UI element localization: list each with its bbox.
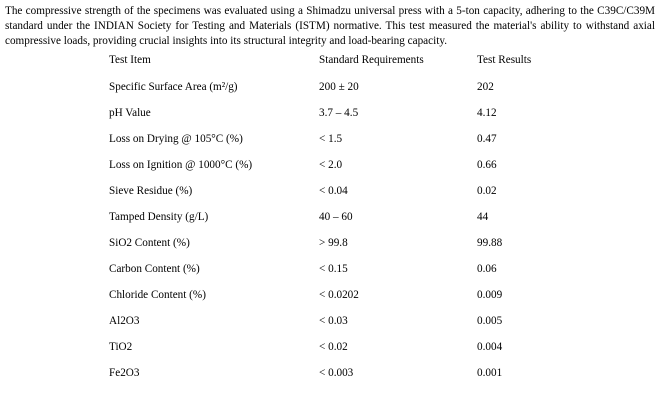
cell-standard: < 1.5 bbox=[319, 133, 343, 145]
cell-test-item: pH Value bbox=[109, 107, 151, 119]
cell-test-item: Loss on Drying @ 105°C (%) bbox=[109, 133, 243, 145]
table-header-row bbox=[102, 54, 597, 81]
header-test-item: Test Item bbox=[109, 54, 151, 66]
cell-result: 0.004 bbox=[477, 341, 503, 353]
cell-standard: 200 ± 20 bbox=[319, 81, 359, 93]
cell-test-item: Specific Surface Area (m²/g) bbox=[109, 81, 238, 93]
cell-result: 0.001 bbox=[477, 367, 503, 379]
cell-result: 99.88 bbox=[477, 237, 503, 249]
cell-standard: < 2.0 bbox=[319, 159, 343, 171]
cell-test-item: Tamped Density (g/L) bbox=[109, 211, 209, 223]
cell-test-item: Carbon Content (%) bbox=[109, 263, 200, 275]
table-row bbox=[102, 159, 597, 185]
test-results-table bbox=[102, 54, 597, 393]
table-row bbox=[102, 237, 597, 263]
cell-test-item: TiO2 bbox=[109, 341, 133, 353]
cell-standard: < 0.003 bbox=[319, 367, 354, 379]
header-test-results: Test Results bbox=[477, 54, 532, 66]
cell-result: 0.66 bbox=[477, 159, 497, 171]
cell-test-item: Chloride Content (%) bbox=[109, 289, 206, 301]
table-row bbox=[102, 315, 597, 341]
table-row bbox=[102, 185, 597, 211]
cell-standard: > 99.8 bbox=[319, 237, 348, 249]
intro-paragraph: The compressive strength of the specimens was evaluated using a Shimadzu universal press with a 5-ton capacity, adhering to the C39C/C39M standard under the INDIAN Society for Testing and Materials (ISTM) normative. This test measured the material's ability to withstand axial compressive loads, providing crucial insights into its structural integrity and load-bearing capacity. bbox=[5, 5, 655, 47]
cell-standard: < 0.02 bbox=[319, 341, 348, 353]
cell-result: 0.02 bbox=[477, 185, 497, 197]
table-row bbox=[102, 107, 597, 133]
cell-result: 202 bbox=[477, 81, 494, 93]
cell-standard: < 0.15 bbox=[319, 263, 348, 275]
cell-standard: 3.7 – 4.5 bbox=[319, 107, 359, 119]
table-row bbox=[102, 211, 597, 237]
table-row bbox=[102, 289, 597, 315]
table-row bbox=[102, 81, 597, 107]
cell-test-item: Al2O3 bbox=[109, 315, 140, 327]
cell-result: 4.12 bbox=[477, 107, 497, 119]
cell-standard: < 0.0202 bbox=[319, 289, 359, 301]
cell-test-item: Sieve Residue (%) bbox=[109, 185, 193, 197]
table-row bbox=[102, 367, 597, 393]
cell-test-item: Fe2O3 bbox=[109, 367, 140, 379]
table-row bbox=[102, 341, 597, 367]
cell-standard: < 0.04 bbox=[319, 185, 348, 197]
cell-result: 0.47 bbox=[477, 133, 497, 145]
cell-test-item: SiO2 Content (%) bbox=[109, 237, 190, 249]
cell-result: 44 bbox=[477, 211, 489, 223]
table-row bbox=[102, 133, 597, 159]
cell-standard: < 0.03 bbox=[319, 315, 348, 327]
header-standard-requirements: Standard Requirements bbox=[319, 54, 424, 66]
table-row bbox=[102, 263, 597, 289]
cell-standard: 40 – 60 bbox=[319, 211, 353, 223]
cell-result: 0.06 bbox=[477, 263, 497, 275]
cell-test-item: Loss on Ignition @ 1000°C (%) bbox=[109, 159, 253, 171]
cell-result: 0.009 bbox=[477, 289, 503, 301]
cell-result: 0.005 bbox=[477, 315, 503, 327]
